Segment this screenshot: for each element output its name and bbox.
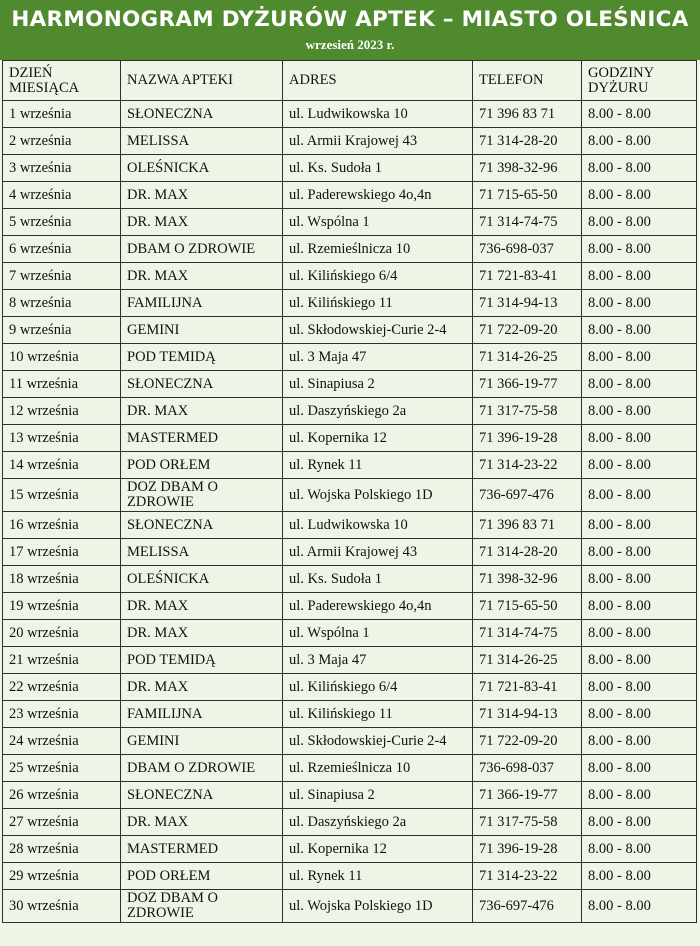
cell-pharmacy-name: SŁONECZNA	[121, 101, 283, 128]
cell-day: 16 września	[3, 512, 121, 539]
cell-hours: 8.00 - 8.00	[582, 155, 697, 182]
table-row	[3, 620, 697, 647]
cell-day: 11 września	[3, 371, 121, 398]
cell-pharmacy-name: DR. MAX	[121, 263, 283, 290]
table-row	[3, 890, 697, 923]
table-row	[3, 701, 697, 728]
cell-day: 1 września	[3, 101, 121, 128]
cell-hours: 8.00 - 8.00	[582, 566, 697, 593]
cell-address: ul. Daszyńskiego 2a	[283, 398, 473, 425]
cell-pharmacy-name: DR. MAX	[121, 620, 283, 647]
cell-address: ul. Sinapiusa 2	[283, 782, 473, 809]
cell-phone: 71 314-23-22	[473, 863, 582, 890]
duty-schedule-table	[2, 60, 697, 923]
table-row	[3, 728, 697, 755]
cell-pharmacy-name: FAMILIJNA	[121, 701, 283, 728]
cell-day: 27 września	[3, 809, 121, 836]
cell-phone: 71 722-09-20	[473, 728, 582, 755]
cell-pharmacy-name: POD ORŁEM	[121, 863, 283, 890]
cell-day: 25 września	[3, 755, 121, 782]
cell-phone: 71 721-83-41	[473, 263, 582, 290]
cell-address: ul. Kopernika 12	[283, 425, 473, 452]
cell-hours: 8.00 - 8.00	[582, 290, 697, 317]
cell-pharmacy-name: MELISSA	[121, 128, 283, 155]
cell-day: 18 września	[3, 566, 121, 593]
cell-pharmacy-name: DR. MAX	[121, 182, 283, 209]
cell-hours: 8.00 - 8.00	[582, 728, 697, 755]
cell-phone: 71 314-94-13	[473, 290, 582, 317]
cell-address: ul. Skłodowskiej-Curie 2-4	[283, 728, 473, 755]
table-row	[3, 452, 697, 479]
cell-hours: 8.00 - 8.00	[582, 371, 697, 398]
cell-pharmacy-name: POD TEMIDĄ	[121, 344, 283, 371]
header-row	[3, 61, 697, 101]
page-subtitle: wrzesień 2023 r.	[305, 37, 395, 52]
cell-pharmacy-name: SŁONECZNA	[121, 512, 283, 539]
table-body	[3, 101, 697, 923]
cell-address: ul. Wojska Polskiego 1D	[283, 479, 473, 512]
cell-day: 14 września	[3, 452, 121, 479]
cell-pharmacy-name: DR. MAX	[121, 209, 283, 236]
cell-hours: 8.00 - 8.00	[582, 398, 697, 425]
cell-hours: 8.00 - 8.00	[582, 479, 697, 512]
cell-day: 29 września	[3, 863, 121, 890]
cell-phone: 71 317-75-58	[473, 398, 582, 425]
cell-phone: 71 314-26-25	[473, 344, 582, 371]
cell-pharmacy-name: DR. MAX	[121, 674, 283, 701]
table-row	[3, 398, 697, 425]
cell-day: 21 września	[3, 647, 121, 674]
cell-hours: 8.00 - 8.00	[582, 755, 697, 782]
cell-hours: 8.00 - 8.00	[582, 512, 697, 539]
cell-address: ul. Kilińskiego 11	[283, 290, 473, 317]
cell-address: ul. Paderewskiego 4o,4n	[283, 593, 473, 620]
cell-day: 4 września	[3, 182, 121, 209]
cell-hours: 8.00 - 8.00	[582, 128, 697, 155]
cell-hours: 8.00 - 8.00	[582, 782, 697, 809]
cell-address: ul. Wojska Polskiego 1D	[283, 890, 473, 923]
cell-phone: 71 721-83-41	[473, 674, 582, 701]
cell-pharmacy-name: MASTERMED	[121, 425, 283, 452]
cell-pharmacy-name: FAMILIJNA	[121, 290, 283, 317]
cell-hours: 8.00 - 8.00	[582, 236, 697, 263]
cell-hours: 8.00 - 8.00	[582, 701, 697, 728]
cell-phone: 71 722-09-20	[473, 317, 582, 344]
cell-phone: 71 396 83 71	[473, 101, 582, 128]
cell-phone: 71 366-19-77	[473, 371, 582, 398]
cell-address: ul. Rynek 11	[283, 863, 473, 890]
cell-phone: 71 398-32-96	[473, 566, 582, 593]
table-row	[3, 479, 697, 512]
cell-hours: 8.00 - 8.00	[582, 317, 697, 344]
cell-pharmacy-name: DBAM O ZDROWIE	[121, 236, 283, 263]
cell-day: 17 września	[3, 539, 121, 566]
schedule-sheet	[0, 60, 700, 946]
cell-pharmacy-name: DR. MAX	[121, 809, 283, 836]
table-row	[3, 512, 697, 539]
column-header-address: ADRES	[283, 61, 473, 101]
cell-address: ul. 3 Maja 47	[283, 647, 473, 674]
cell-pharmacy-name: OLEŚNICKA	[121, 155, 283, 182]
cell-phone: 71 396 83 71	[473, 512, 582, 539]
table-row	[3, 593, 697, 620]
cell-hours: 8.00 - 8.00	[582, 863, 697, 890]
cell-pharmacy-name: DOZ DBAM O ZDROWIE	[121, 479, 283, 512]
cell-address: ul. Armii Krajowej 43	[283, 539, 473, 566]
cell-hours: 8.00 - 8.00	[582, 209, 697, 236]
cell-day: 8 września	[3, 290, 121, 317]
cell-phone: 71 314-74-75	[473, 209, 582, 236]
table-row	[3, 209, 697, 236]
cell-hours: 8.00 - 8.00	[582, 836, 697, 863]
cell-address: ul. Kilińskiego 6/4	[283, 263, 473, 290]
table-row	[3, 674, 697, 701]
table-row	[3, 647, 697, 674]
cell-day: 15 września	[3, 479, 121, 512]
cell-day: 7 września	[3, 263, 121, 290]
table-row	[3, 236, 697, 263]
cell-address: ul. Ks. Sudoła 1	[283, 155, 473, 182]
cell-pharmacy-name: SŁONECZNA	[121, 371, 283, 398]
cell-day: 28 września	[3, 836, 121, 863]
page-title: HARMONOGRAM DYŻURÓW APTEK – MIASTO OLEŚNICA	[11, 7, 689, 32]
table-row	[3, 836, 697, 863]
cell-address: ul. 3 Maja 47	[283, 344, 473, 371]
cell-hours: 8.00 - 8.00	[582, 425, 697, 452]
cell-pharmacy-name: OLEŚNICKA	[121, 566, 283, 593]
cell-day: 6 września	[3, 236, 121, 263]
cell-day: 10 września	[3, 344, 121, 371]
cell-pharmacy-name: GEMINI	[121, 728, 283, 755]
cell-day: 3 września	[3, 155, 121, 182]
cell-day: 24 września	[3, 728, 121, 755]
cell-address: ul. Skłodowskiej-Curie 2-4	[283, 317, 473, 344]
cell-address: ul. Rzemieślnicza 10	[283, 236, 473, 263]
cell-pharmacy-name: DOZ DBAM O ZDROWIE	[121, 890, 283, 923]
cell-hours: 8.00 - 8.00	[582, 452, 697, 479]
cell-day: 26 września	[3, 782, 121, 809]
cell-hours: 8.00 - 8.00	[582, 539, 697, 566]
cell-address: ul. Wspólna 1	[283, 209, 473, 236]
cell-address: ul. Ludwikowska 10	[283, 101, 473, 128]
cell-pharmacy-name: DBAM O ZDROWIE	[121, 755, 283, 782]
cell-day: 2 września	[3, 128, 121, 155]
cell-hours: 8.00 - 8.00	[582, 182, 697, 209]
table-row	[3, 317, 697, 344]
cell-day: 5 września	[3, 209, 121, 236]
cell-phone: 736-698-037	[473, 236, 582, 263]
cell-day: 13 września	[3, 425, 121, 452]
table-row	[3, 809, 697, 836]
table-row	[3, 182, 697, 209]
cell-day: 19 września	[3, 593, 121, 620]
table-row	[3, 371, 697, 398]
cell-hours: 8.00 - 8.00	[582, 593, 697, 620]
cell-day: 30 września	[3, 890, 121, 923]
cell-address: ul. Paderewskiego 4o,4n	[283, 182, 473, 209]
table-row	[3, 782, 697, 809]
cell-pharmacy-name: DR. MAX	[121, 398, 283, 425]
cell-pharmacy-name: DR. MAX	[121, 593, 283, 620]
cell-day: 23 września	[3, 701, 121, 728]
cell-phone: 71 314-23-22	[473, 452, 582, 479]
cell-phone: 71 314-28-20	[473, 539, 582, 566]
cell-address: ul. Rzemieślnicza 10	[283, 755, 473, 782]
cell-address: ul. Kilińskiego 6/4	[283, 674, 473, 701]
cell-phone: 736-697-476	[473, 479, 582, 512]
cell-day: 20 września	[3, 620, 121, 647]
cell-phone: 71 314-26-25	[473, 647, 582, 674]
cell-pharmacy-name: POD ORŁEM	[121, 452, 283, 479]
table-row	[3, 290, 697, 317]
cell-hours: 8.00 - 8.00	[582, 647, 697, 674]
cell-phone: 71 398-32-96	[473, 155, 582, 182]
column-header-hours: GODZINY DYŻURU	[582, 61, 697, 101]
cell-phone: 71 314-94-13	[473, 701, 582, 728]
cell-pharmacy-name: MELISSA	[121, 539, 283, 566]
cell-phone: 71 396-19-28	[473, 836, 582, 863]
cell-hours: 8.00 - 8.00	[582, 620, 697, 647]
cell-phone: 71 317-75-58	[473, 809, 582, 836]
cell-phone: 71 314-74-75	[473, 620, 582, 647]
table-row	[3, 566, 697, 593]
cell-address: ul. Kilińskiego 11	[283, 701, 473, 728]
cell-phone: 736-698-037	[473, 755, 582, 782]
cell-address: ul. Daszyńskiego 2a	[283, 809, 473, 836]
cell-day: 22 września	[3, 674, 121, 701]
table-row	[3, 539, 697, 566]
cell-pharmacy-name: GEMINI	[121, 317, 283, 344]
table-row	[3, 101, 697, 128]
table-row	[3, 344, 697, 371]
cell-hours: 8.00 - 8.00	[582, 263, 697, 290]
cell-day: 9 września	[3, 317, 121, 344]
cell-hours: 8.00 - 8.00	[582, 809, 697, 836]
column-header-pharmacy: NAZWA APTEKI	[121, 61, 283, 101]
cell-address: ul. Wspólna 1	[283, 620, 473, 647]
table-row	[3, 128, 697, 155]
cell-phone: 71 715-65-50	[473, 182, 582, 209]
cell-phone: 71 396-19-28	[473, 425, 582, 452]
cell-address: ul. Armii Krajowej 43	[283, 128, 473, 155]
cell-address: ul. Rynek 11	[283, 452, 473, 479]
cell-day: 12 września	[3, 398, 121, 425]
cell-phone: 71 366-19-77	[473, 782, 582, 809]
column-header-day: DZIEŃ MIESIĄCA	[3, 61, 121, 101]
cell-phone: 71 715-65-50	[473, 593, 582, 620]
cell-hours: 8.00 - 8.00	[582, 344, 697, 371]
cell-address: ul. Ks. Sudoła 1	[283, 566, 473, 593]
cell-hours: 8.00 - 8.00	[582, 674, 697, 701]
table-row	[3, 155, 697, 182]
cell-phone: 71 314-28-20	[473, 128, 582, 155]
cell-address: ul. Sinapiusa 2	[283, 371, 473, 398]
cell-pharmacy-name: SŁONECZNA	[121, 782, 283, 809]
cell-hours: 8.00 - 8.00	[582, 101, 697, 128]
cell-phone: 736-697-476	[473, 890, 582, 923]
table-row	[3, 863, 697, 890]
cell-pharmacy-name: MASTERMED	[121, 836, 283, 863]
header-banner	[0, 0, 700, 61]
table-row	[3, 425, 697, 452]
cell-address: ul. Kopernika 12	[283, 836, 473, 863]
cell-address: ul. Ludwikowska 10	[283, 512, 473, 539]
column-header-phone: TELEFON	[473, 61, 582, 101]
table-row	[3, 755, 697, 782]
cell-pharmacy-name: POD TEMIDĄ	[121, 647, 283, 674]
cell-hours: 8.00 - 8.00	[582, 890, 697, 923]
table-row	[3, 263, 697, 290]
